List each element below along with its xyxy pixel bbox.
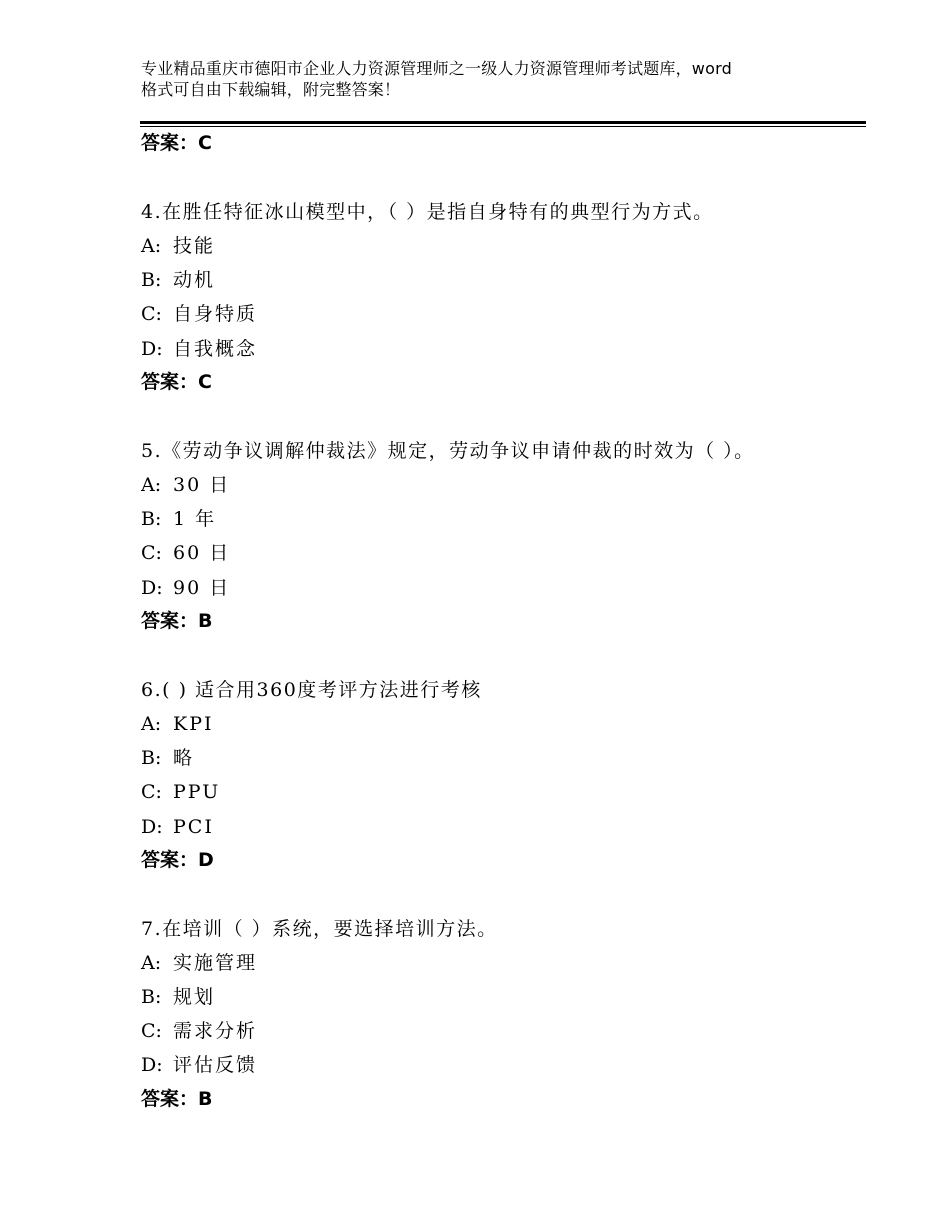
- option-a: [141, 234, 215, 258]
- option-label: D:: [141, 1054, 163, 1076]
- option-c: [141, 541, 230, 565]
- option-label: A:: [141, 235, 162, 257]
- option-text: 动机: [173, 269, 216, 291]
- header-divider-thick: [140, 121, 866, 124]
- option-d: [141, 1053, 257, 1077]
- option-text: 90 日: [173, 577, 231, 599]
- option-text: 1 年: [173, 508, 217, 530]
- option-text: 需求分析: [173, 1020, 258, 1042]
- option-label: A:: [141, 713, 162, 735]
- option-a: [141, 951, 257, 975]
- option-c: [141, 780, 220, 804]
- answer: 答案：C: [141, 371, 212, 393]
- option-text: 规划: [173, 986, 216, 1008]
- option-label: B:: [141, 269, 162, 291]
- option-d: [141, 815, 214, 839]
- option-text: KPI: [173, 713, 214, 735]
- option-label: B:: [141, 986, 162, 1008]
- option-text: 自我概念: [173, 338, 258, 360]
- option-label: C:: [141, 781, 162, 803]
- option-b: [141, 746, 194, 770]
- option-b: [141, 507, 216, 531]
- previous-answer: 答案：C: [141, 132, 212, 154]
- document-header: [141, 58, 841, 100]
- option-text: 60 日: [173, 542, 231, 564]
- option-text: 技能: [173, 235, 216, 257]
- option-label: B:: [141, 747, 162, 769]
- option-label: B:: [141, 508, 162, 530]
- question-stem: 4.在胜任特征冰山模型中，（ ）是指自身特有的典型行为方式。: [141, 201, 714, 223]
- option-label: C:: [141, 303, 162, 325]
- option-text: 略: [173, 747, 195, 769]
- option-b: [141, 268, 215, 292]
- option-text: PPU: [173, 781, 221, 803]
- option-text: PCI: [173, 816, 214, 838]
- option-label: C:: [141, 542, 162, 564]
- answer: 答案：D: [141, 849, 214, 871]
- option-label: D:: [141, 577, 163, 599]
- option-c: [141, 302, 257, 326]
- option-label: D:: [141, 816, 163, 838]
- option-d: [141, 576, 230, 600]
- option-d: [141, 337, 257, 361]
- option-c: [141, 1019, 257, 1043]
- option-label: A:: [141, 474, 162, 496]
- header-line-2: 格式可自由下载编辑，附完整答案！: [141, 80, 401, 99]
- answer: 答案：B: [141, 610, 213, 632]
- option-text: 30 日: [173, 474, 231, 496]
- option-label: A:: [141, 952, 162, 974]
- option-b: [141, 985, 215, 1009]
- option-text: 实施管理: [173, 952, 258, 974]
- option-text: 评估反馈: [173, 1054, 258, 1076]
- header-divider-thin: [140, 126, 866, 127]
- answer: 答案：B: [141, 1088, 213, 1110]
- option-a: [141, 712, 213, 736]
- option-a: [141, 473, 230, 497]
- question-stem: 7.在培训（ ）系统，要选择培训方法。: [141, 918, 498, 940]
- header-line-1: 专业精品重庆市德阳市企业人力资源管理师之一级人力资源管理师考试题库，word: [141, 59, 732, 78]
- option-label: C:: [141, 1020, 162, 1042]
- option-text: 自身特质: [173, 303, 258, 325]
- question-stem: 6.( ) 适合用360度考评方法进行考核: [141, 679, 482, 701]
- option-label: D:: [141, 338, 163, 360]
- question-stem: 5.《劳动争议调解仲裁法》规定，劳动争议申请仲裁的时效为（ ）。: [141, 440, 755, 462]
